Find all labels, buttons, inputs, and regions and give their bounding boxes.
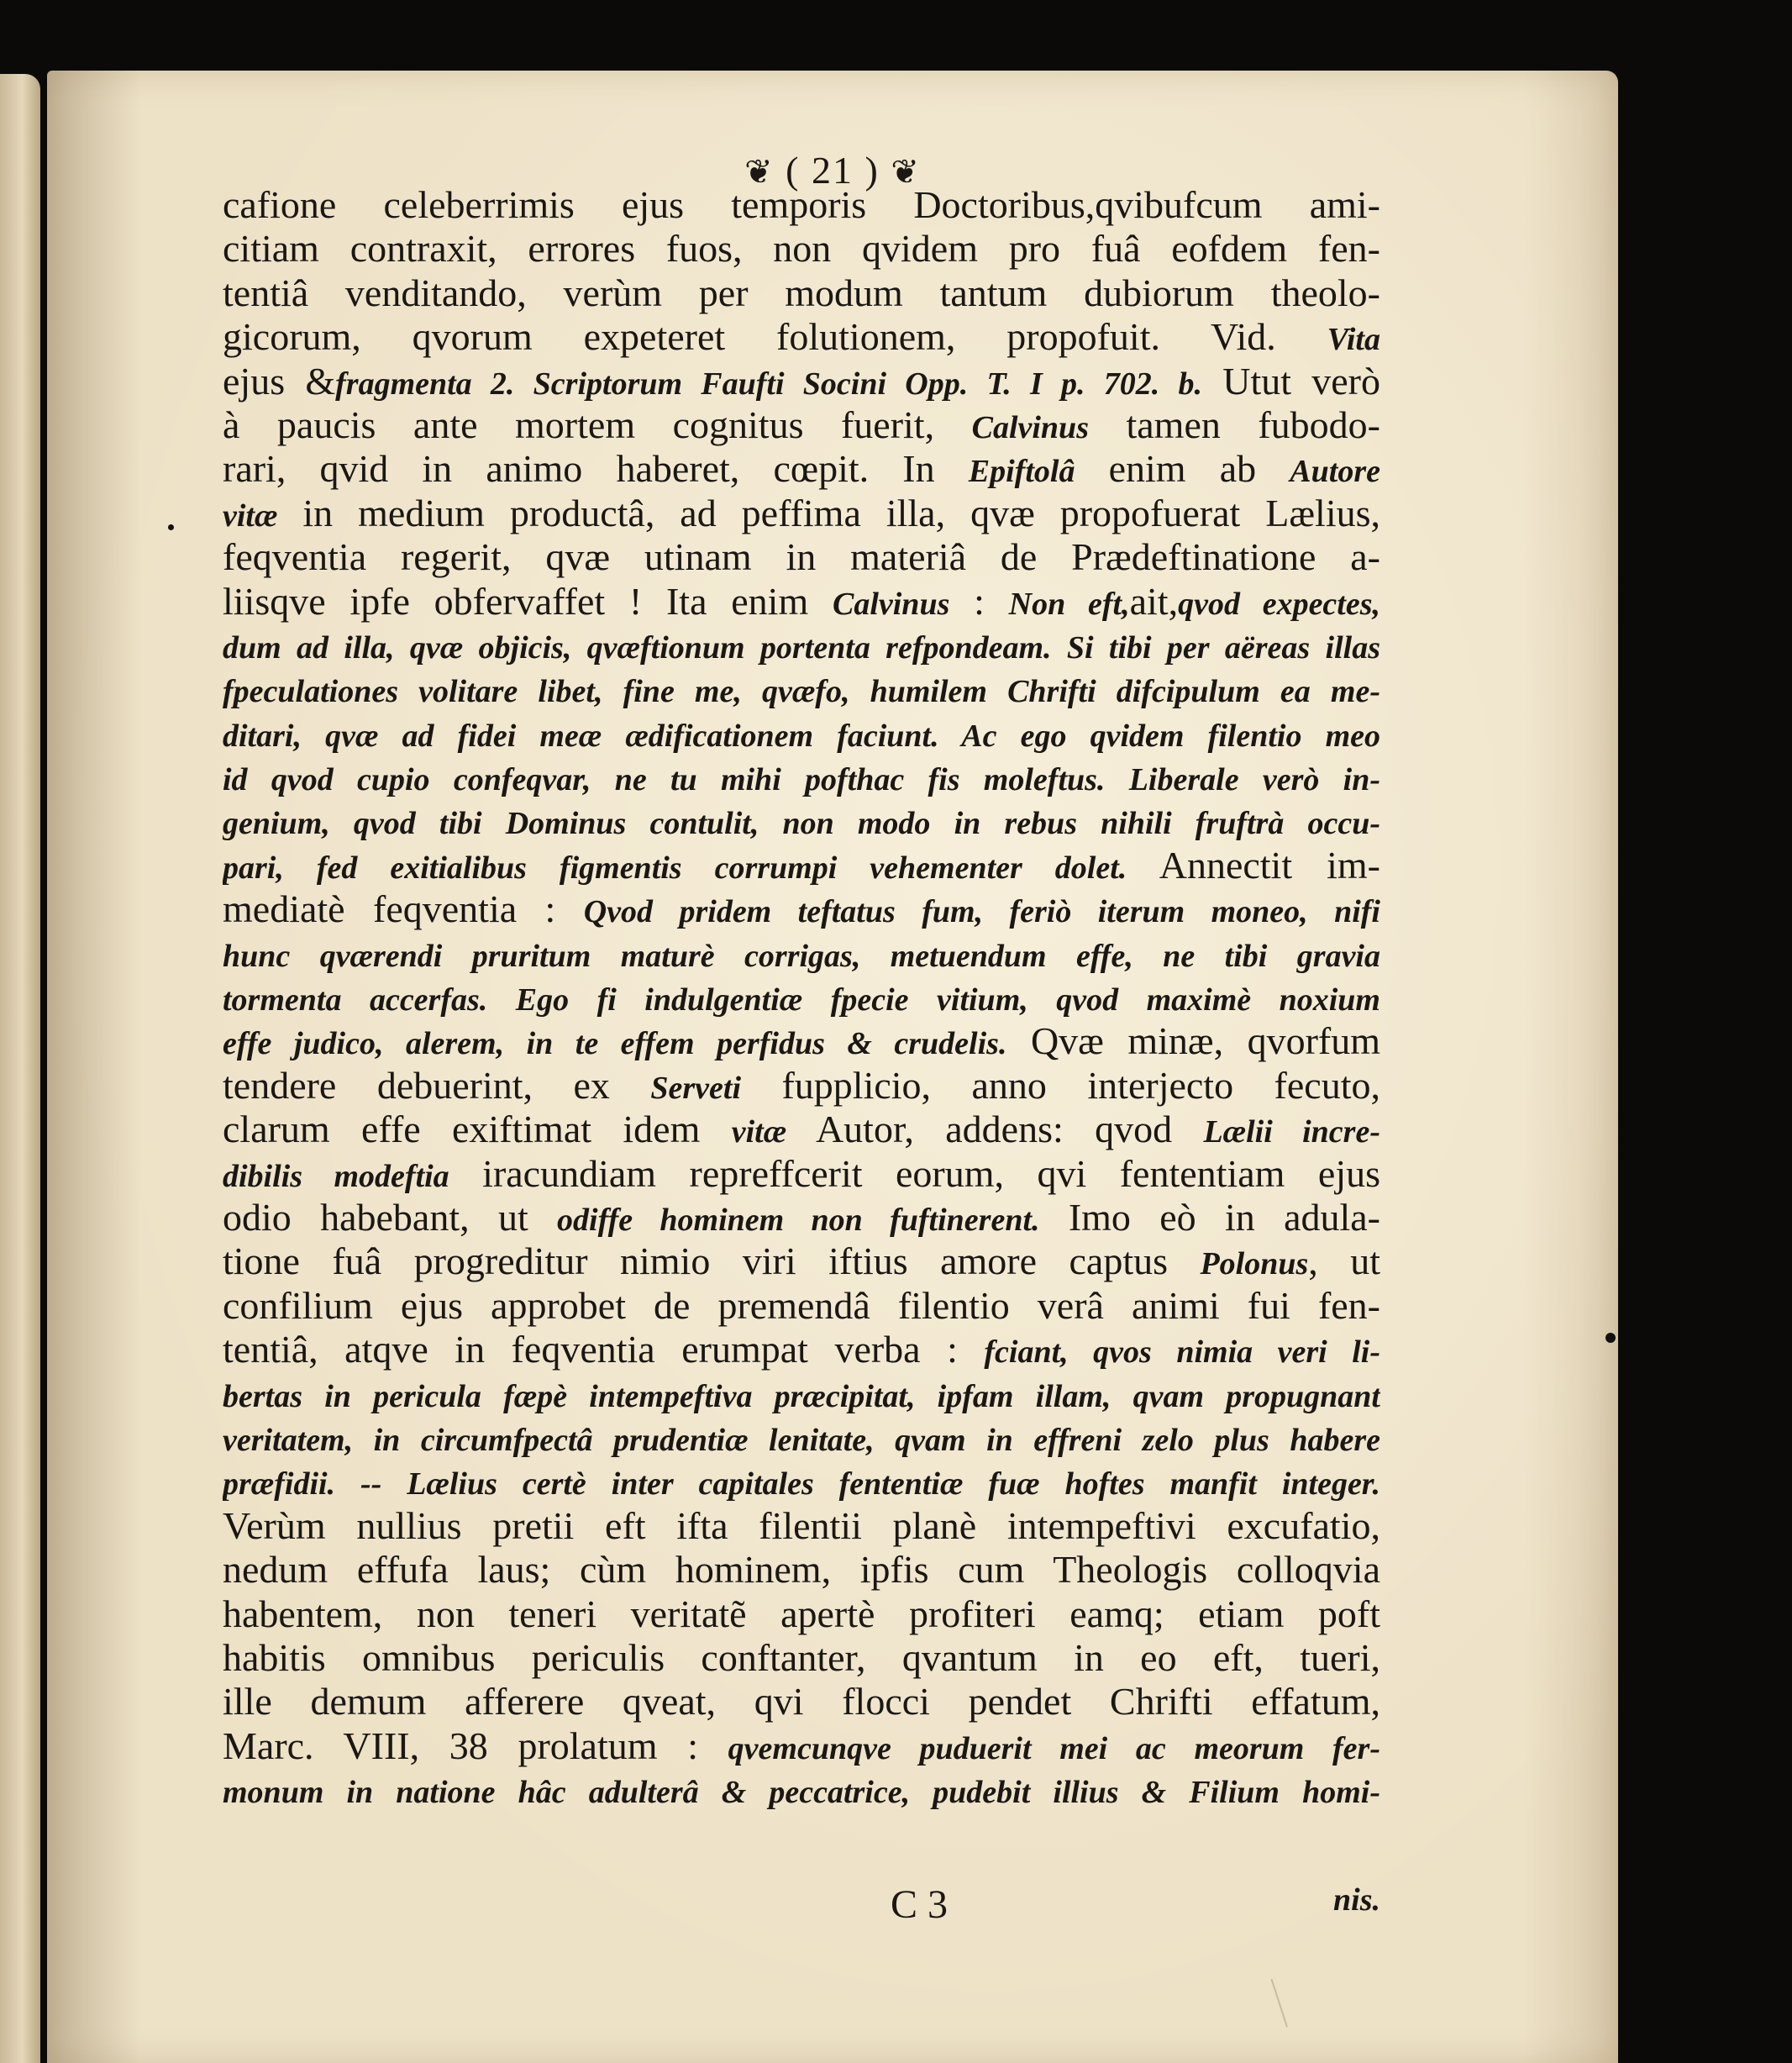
text-line (223, 1724, 1380, 1768)
italic-text: Calvinus (832, 586, 950, 622)
left-page-edge (0, 74, 40, 2063)
roman-text: iracundiam repreffcerit eorum, qvi fententiam ejus (449, 1151, 1380, 1195)
italic-text: Autore (1290, 454, 1380, 490)
paper-mark (1271, 1971, 1312, 2028)
italic-text: qvemcunqve puduerit mei ac meorum fer- (728, 1730, 1380, 1766)
roman-text: Utut verò (1201, 359, 1380, 403)
italic-text: Vita (1327, 322, 1380, 358)
italic-text: bertas in pericula fæpè intempeftiva præcipitat, ipfam illam, qvam propugnant (223, 1378, 1380, 1414)
text-line (223, 1416, 1380, 1460)
italic-text: vitæ (223, 497, 278, 534)
roman-text: tentiâ, atqve in feqventia erumpat verba : (223, 1328, 985, 1371)
roman-text: Imo eò in adula- (1039, 1195, 1380, 1239)
text-line (223, 667, 1380, 711)
italic-text: dum ad illa, qvæ objicis, qvæftionum portenta refpondeam. Si tibi per aëreas illas (223, 629, 1380, 666)
text-line (223, 887, 1380, 931)
italic-text: veritatem, in circumfpectâ prudentiæ lenitate, qvam in effreni zelo plus habere (223, 1422, 1380, 1458)
text-line (223, 1504, 1380, 1548)
text-line (223, 1592, 1380, 1636)
roman-text: tentiâ venditando, verùm per modum tantum dubiorum theolo- (223, 271, 1380, 314)
text-line (223, 447, 1380, 491)
italic-text: monum in natione hâc adulterâ & peccatrice, pudebit illius & Filium homi- (223, 1775, 1380, 1811)
roman-text: odio habebant, ut (223, 1195, 558, 1239)
text-line (223, 1768, 1380, 1812)
page-footer (223, 1881, 1380, 1929)
roman-text: in medium productâ, ad peffima illa, qvæ propofuerat Lælius, (277, 491, 1380, 534)
text-line (223, 1460, 1380, 1503)
text-line (223, 1152, 1380, 1196)
roman-text: tamen fubodo- (1088, 403, 1380, 446)
roman-text: à paucis ante mortem cognitus fuerit, (223, 403, 972, 446)
text-line (223, 1548, 1380, 1592)
italic-text: dibilis modeftia (223, 1158, 449, 1194)
page-number: ( 21 ) (786, 149, 880, 192)
text-line (223, 1328, 1380, 1371)
roman-text: cafione celeberrimis ejus temporis Doctoribus,qvibufcum ami- (223, 183, 1380, 226)
roman-text: gicorum, qvorum expeteret folutionem, propofuit. Vid. (223, 315, 1327, 359)
text-line (223, 360, 1380, 403)
text-line (223, 624, 1380, 667)
text-line (223, 227, 1380, 271)
text-line (223, 271, 1380, 315)
roman-text: nedum effufa laus; cùm hominem, ipfis cum Theologis colloqvia (223, 1548, 1380, 1592)
text-line (223, 580, 1380, 624)
roman-text: enim ab (1075, 447, 1290, 491)
text-line (223, 799, 1380, 843)
roman-text: ejus & (223, 359, 336, 403)
italic-text: tormenta accerfas. Ego fi indulgentiæ fpecie vitium, qvod maximè noxium (223, 982, 1380, 1018)
text-line (223, 1680, 1380, 1724)
roman-text: confilium ejus approbet de premendâ filentio verâ animi fui fen- (223, 1283, 1380, 1327)
roman-text: Autor, addens: qvod (786, 1108, 1204, 1151)
text-line (223, 315, 1380, 359)
text-line (223, 183, 1380, 227)
italic-text: id qvod cupio confeqvar, ne tu mihi pofthac fis moleftus. Liberale verò in- (223, 762, 1380, 798)
roman-text: tendere debuerint, ex (223, 1063, 651, 1107)
text-line (223, 492, 1380, 535)
roman-text: tione fuâ progreditur nimio viri iftius amore captus (223, 1239, 1201, 1283)
italic-text: pari, fed exitialibus figmentis corrumpi vehementer dolet. (223, 850, 1127, 886)
signature-mark: C 3 (891, 1882, 949, 1927)
roman-text: ait, (1129, 579, 1179, 623)
italic-text: qvod expectes, (1178, 586, 1380, 622)
roman-text: habitis omnibus periculis conftanter, qvantum in eo eft, tueri, (223, 1635, 1380, 1679)
italic-text: Polonus (1200, 1246, 1309, 1282)
italic-text: fpeculationes volitare libet, fine me, qvæfo, humilem Chrifti difcipulum ea me- (223, 674, 1380, 710)
text-line (223, 932, 1380, 976)
italic-text: Qvod pridem teftatus fum, feriò iterum moneo, nifi (583, 894, 1380, 930)
italic-text: vitæ (731, 1114, 787, 1150)
book-page (47, 71, 1618, 2063)
text-line (223, 1064, 1380, 1108)
text-line (223, 844, 1380, 887)
italic-text: præfidii. -- Lælius certè inter capitales fententiæ fuæ hoftes manfit integer. (223, 1466, 1380, 1503)
text-line (223, 1284, 1380, 1328)
roman-text: rari, qvid in animo haberet, cœpit. In (223, 447, 969, 491)
roman-text: : (949, 579, 1009, 623)
roman-text: clarum effe exiftimat idem (223, 1108, 732, 1151)
text-line (223, 1108, 1380, 1151)
text-line (223, 1372, 1380, 1416)
text-line (223, 1636, 1380, 1680)
left-ornament-icon: ❦ (744, 153, 775, 191)
italic-text: odiffe hominem non fuftinerent. (557, 1202, 1040, 1238)
italic-text: genium, qvod tibi Dominus contulit, non modo in rebus nihili fruftrà occu- (223, 806, 1380, 842)
text-line (223, 1196, 1380, 1239)
italic-text: effe judico, alerem, in te effem perfidus & crudelis. (223, 1026, 1007, 1062)
roman-text: citiam contraxit, errores fuos, non qvidem pro fuâ eofdem fen- (223, 227, 1380, 271)
roman-text: ille demum afferere qveat, qvi flocci pendet Chrifti effatum, (223, 1680, 1380, 1724)
italic-text: hunc qværendi pruritum maturè corrigas, metuendum effe, ne tibi gravia (223, 938, 1380, 974)
ink-speck (168, 524, 174, 530)
text-line (223, 535, 1380, 579)
roman-text: Qvæ minæ, qvorfum (1006, 1019, 1380, 1063)
text-line (223, 755, 1380, 799)
body-text (223, 183, 1380, 1812)
roman-text: feqventia regerit, qvæ utinam in materiâ de Prædeftinatione a- (223, 535, 1380, 579)
text-line (223, 403, 1380, 447)
italic-text: Lælii incre- (1203, 1114, 1380, 1150)
italic-text: fciant, qvos nimia veri li- (984, 1334, 1380, 1371)
roman-text: liisqve ipfe obfervaffet ! Ita enim (223, 579, 833, 623)
italic-text: Non eft, (1008, 586, 1130, 622)
roman-text: habentem, non teneri veritatẽ apertè profiteri eamq; etiam poft (223, 1592, 1380, 1635)
roman-text: mediatè feqventia : (223, 887, 584, 931)
roman-text: , ut (1308, 1239, 1380, 1283)
italic-text: ditari, qvæ ad fidei meæ ædificationem faciunt. Ac ego qvidem filentio meo (223, 718, 1380, 754)
roman-text: Marc. VIII, 38 prolatum : (223, 1724, 728, 1767)
right-ornament-icon: ❦ (891, 153, 921, 191)
roman-text: Verùm nullius pretii eft ifta filentii planè intempeftivi excufatio, (223, 1503, 1380, 1547)
ink-speck (1605, 1333, 1616, 1343)
text-line (223, 1239, 1380, 1283)
text-line (223, 712, 1380, 755)
text-line (223, 1019, 1380, 1063)
italic-text: Epiftolâ (968, 454, 1075, 490)
italic-text: Calvinus (971, 409, 1089, 445)
roman-text: Annectit im- (1127, 843, 1380, 887)
italic-text: fragmenta 2. Scriptorum Faufti Socini Opp. T. I p. 702. b. (335, 366, 1202, 402)
catchword: nis. (1333, 1882, 1380, 1918)
italic-text: Serveti (650, 1070, 742, 1106)
roman-text: fupplicio, anno interjecto fecuto, (741, 1063, 1380, 1107)
text-line (223, 976, 1380, 1019)
